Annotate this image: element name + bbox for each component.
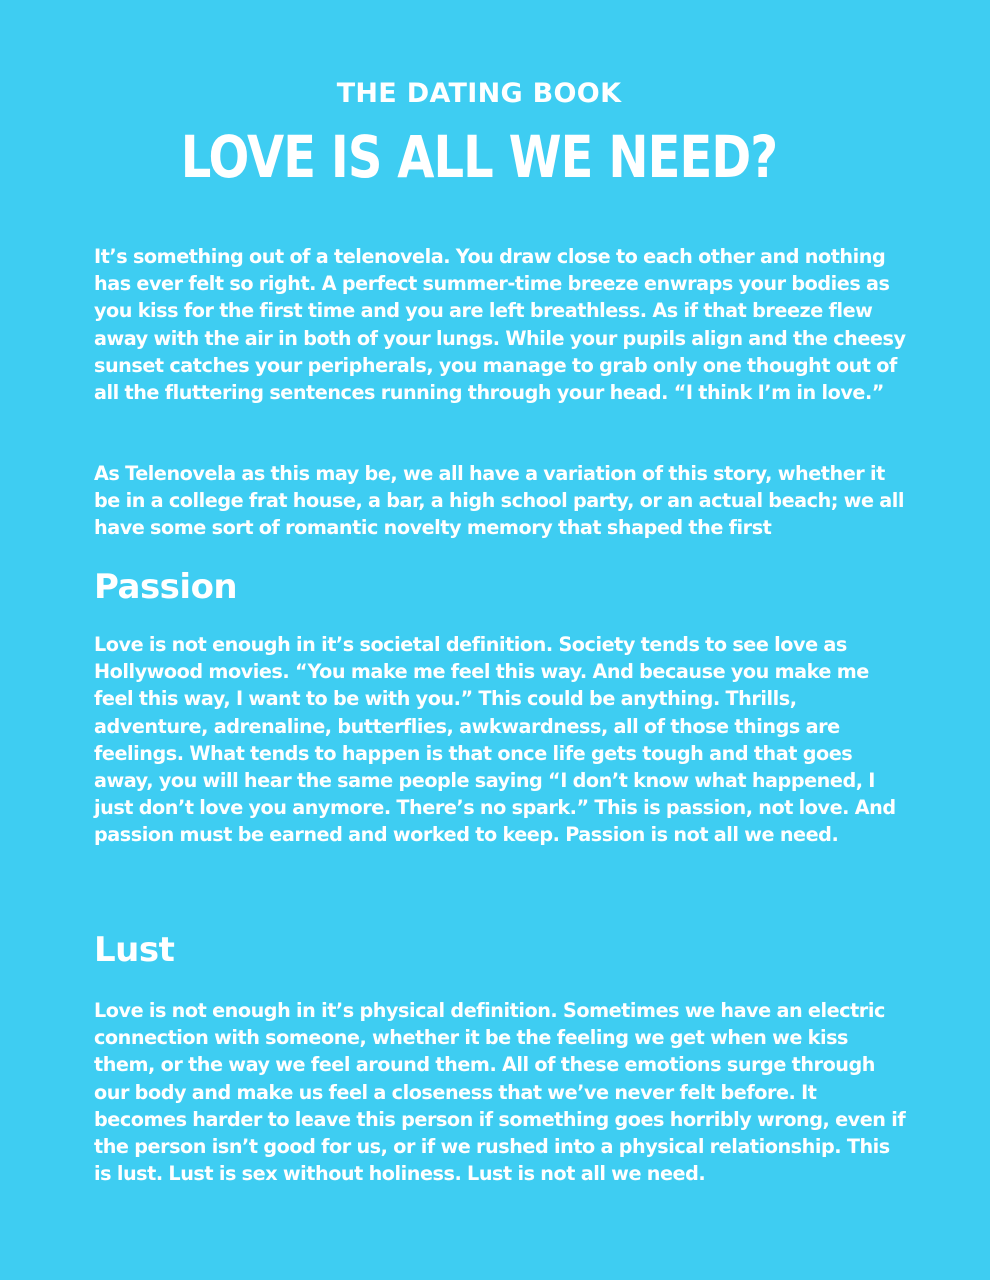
chapter-title: LOVE IS ALL WE NEED? xyxy=(180,123,778,191)
intro-paragraph-1: It’s something out of a telenovela. You draw close to each other and nothing has ever felt so right. A perfect summer-time breeze enwraps your bodies as you kiss for the first time and you are left breathless. As if that breeze flew away with the air in both of your lungs. While your pupils align and the cheesy sunset catches your peripherals, you manage to grab only one thought out of all the fluttering sentences running through your head. “I think I’m in love.” xyxy=(94,245,906,405)
intro-paragraph-2: As Telenovela as this may be, we all have a variation of this story, whether it be in a college frat house, a bar, a high school party, or an actual beach; we all have some sort of romantic novelty memory that shaped the first xyxy=(94,462,905,540)
section-body-lust: Love is not enough in it’s physical definition. Sometimes we have an electric connection with someone, whether it be the feeling we get when we kiss them, or the way we feel around them. All of these emotions surge through our body and make us feel a closeness that we’ve never felt before. It becomes harder to leave this person if something goes horribly wrong, even if the person isn’t good for us, or if we rushed into a physical relationship. This is lust. Lust is sex without holiness. Lust is not all we need. xyxy=(94,999,906,1186)
book-title: THE DATING BOOK xyxy=(336,78,622,109)
section-body-passion: Love is not enough in it’s societal definition. Society tends to see love as Hollywood movies. “You make me feel this way. And because you make me feel this way, I want to be with you.” This could be anything. Thrills, adventure, adrenaline, butterflies, awkwardness, all of those things are feelings. What tends to happen is that once life gets tough and that goes away, you will hear the same people saying “I don’t know what happened, I just don’t love you anymore. There’s no spark.” This is passion, not love. And passion must be earned and worked to keep. Passion is not all we need. xyxy=(94,633,896,847)
section-heading-passion: Passion xyxy=(94,567,238,607)
section-heading-lust: Lust xyxy=(94,930,175,970)
